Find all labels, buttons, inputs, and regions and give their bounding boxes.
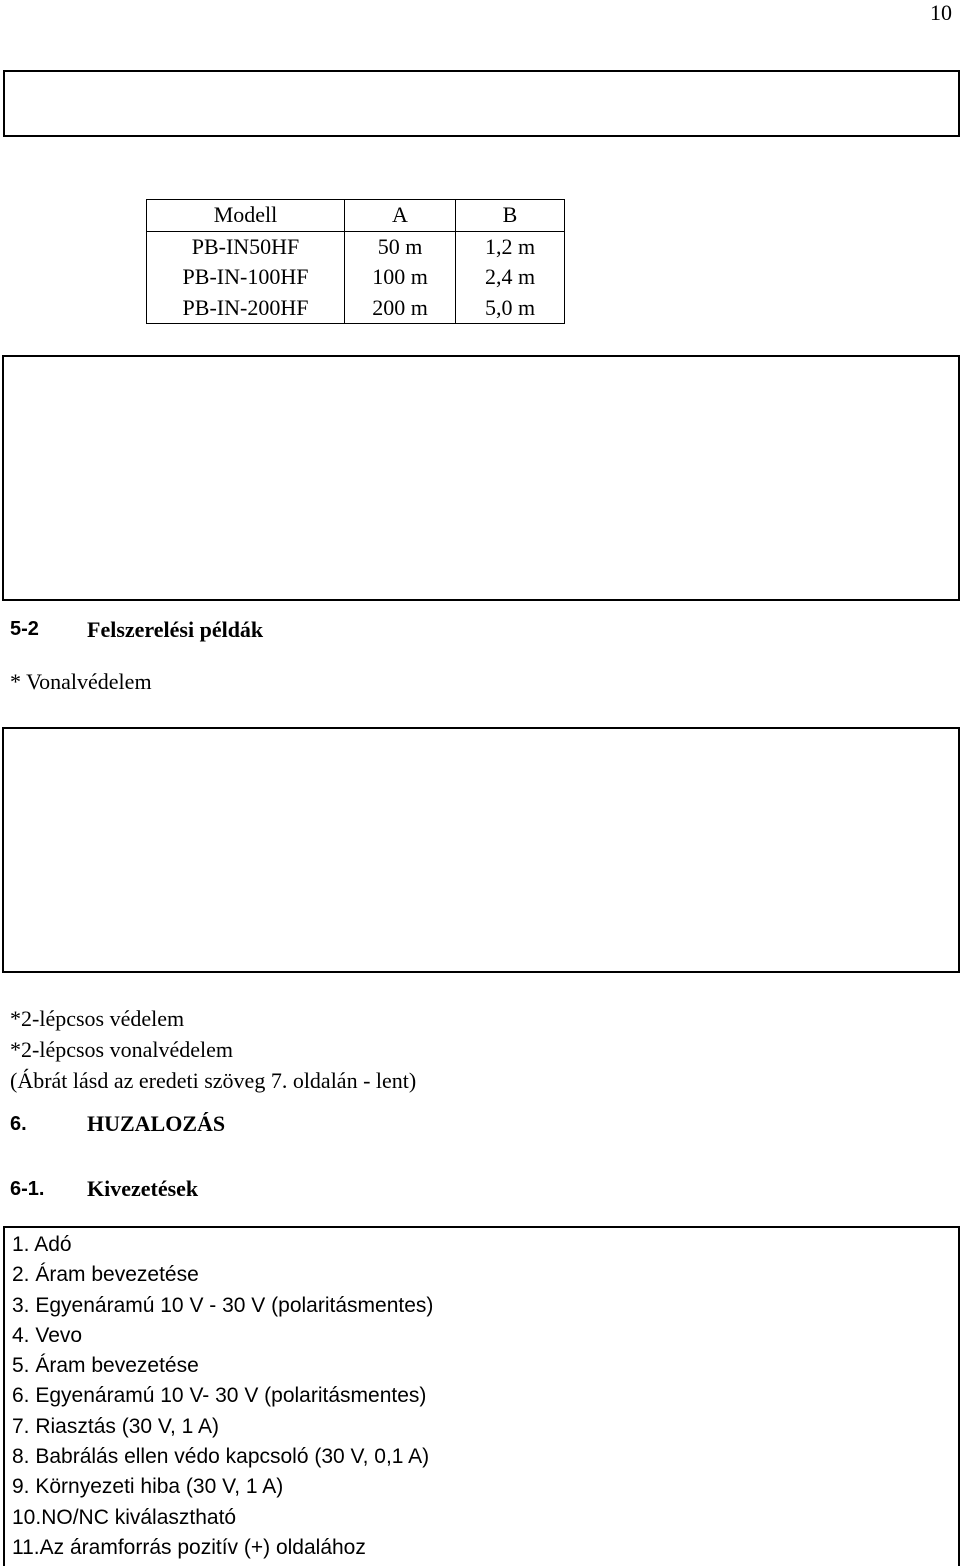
model-column (147, 231, 345, 324)
list-item: 6. Egyenáramú 10 V- 30 V (polaritásmentes) (12, 1384, 427, 1408)
a-column (345, 231, 456, 324)
list-item: 2. Áram bevezetése (12, 1263, 199, 1287)
model-cell: PB-IN-100HF (182, 264, 309, 289)
line-protection-label: * Vonalvédelem (10, 669, 152, 694)
spec-table (146, 199, 565, 324)
wiring-list (5, 1228, 958, 1563)
b-cell: 2,4 m (484, 264, 536, 289)
b-cell: 1,2 m (484, 233, 536, 259)
list-item: 5. Áram bevezetése (12, 1354, 199, 1378)
header-b: B (456, 200, 565, 232)
b-column (456, 231, 565, 324)
note-figure-reference: (Ábrát lásd az eredeti szöveg 7. oldalán - lent) (10, 1068, 417, 1093)
list-item: 1. Adó (12, 1233, 72, 1256)
a-cell: 50 m (377, 233, 423, 259)
wiring-list-box (3, 1226, 960, 1566)
list-item: 3. Egyenáramú 10 V - 30 V (polaritásmentes) (12, 1293, 434, 1317)
figure-placeholder-lower (2, 727, 960, 973)
note-two-step-line-protection: *2-lépcsos vonalvédelem (10, 1037, 233, 1062)
section-5-2-title: Felszerelési példák (87, 617, 264, 642)
a-cell: 200 m (372, 294, 428, 320)
list-item: 4. Vevo (12, 1323, 83, 1347)
a-cell: 100 m (372, 264, 428, 289)
list-item: 8. Babrálás ellen védo kapcsoló (30 V, 0,1 A) (12, 1445, 430, 1469)
section-6-1-number: 6-1. (10, 1178, 45, 1200)
table-header-row (147, 200, 565, 232)
model-cell: PB-IN50HF (191, 233, 300, 259)
header-a: A (345, 200, 456, 232)
figure-placeholder-middle (2, 355, 960, 601)
table-body (147, 231, 565, 324)
section-6-number: 6. (10, 1113, 27, 1135)
note-two-step-protection: *2-lépcsos védelem (10, 1006, 185, 1031)
list-item: 11.Az áramforrás pozitív (+) oldalához (12, 1535, 366, 1559)
list-item: 10.NO/NC kiválasztható (12, 1505, 237, 1529)
list-item: 9. Környezeti hiba (30 V, 1 A) (12, 1475, 284, 1499)
header-model: Modell (147, 200, 345, 232)
model-cell: PB-IN-200HF (182, 294, 309, 320)
section-6-1-title: Kivezetések (87, 1176, 199, 1201)
section-6-title: HUZALOZÁS (87, 1111, 226, 1136)
b-cell: 5,0 m (484, 294, 536, 320)
section-5-2-number: 5-2 (10, 618, 39, 640)
figure-placeholder-top (3, 70, 960, 137)
list-item: 7. Riasztás (30 V, 1 A) (12, 1414, 219, 1438)
page-number: 10 (930, 0, 952, 25)
